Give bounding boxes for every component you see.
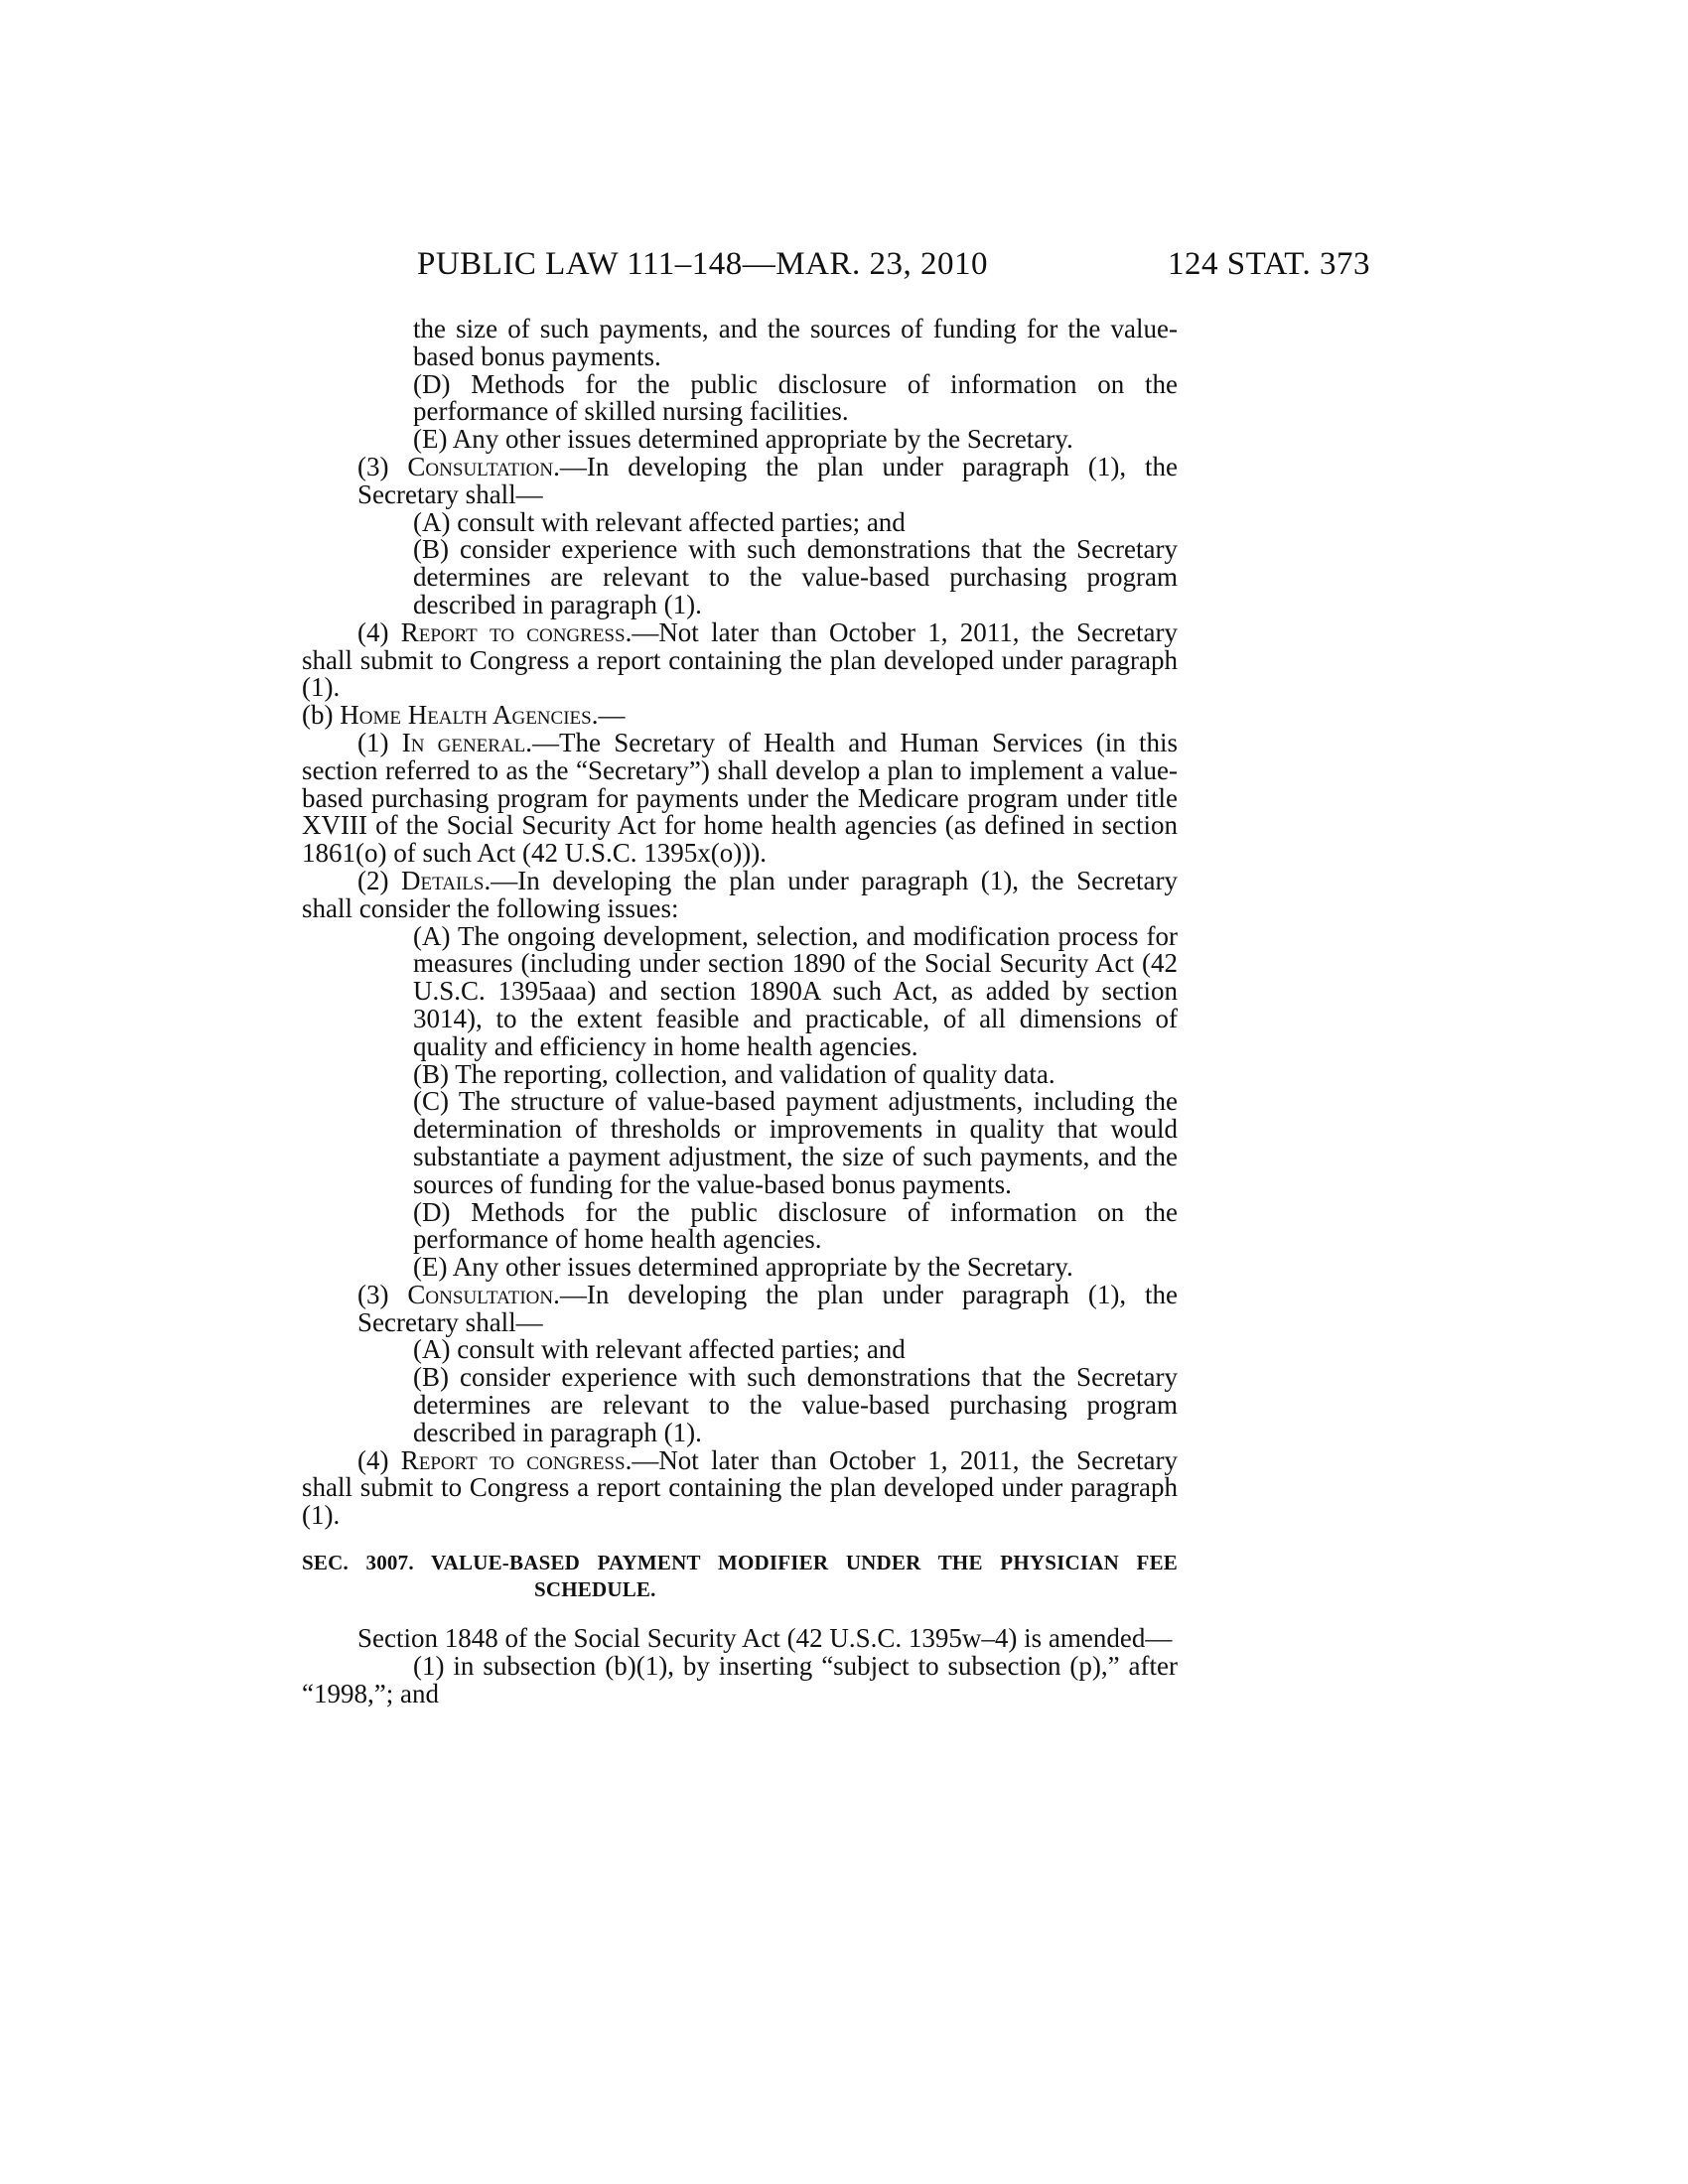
paragraph: (3) Consultation.—In developing the plan under paragraph (1), the Secretary shall— <box>357 1279 1178 1337</box>
document-body <box>302 316 1178 1707</box>
page-header <box>417 246 1370 286</box>
paragraph: (1) in subsection (b)(1), by inserting “subject to subsection (p),” after “1998,”; and <box>302 1650 1178 1708</box>
paragraph: (A) consult with relevant affected parties; and <box>413 1334 906 1365</box>
paragraph: (4) Report to congress.—Not later than October 1, 2011, the Secretary shall submit to Congress a report containing the plan developed under paragraph (1). <box>302 616 1178 703</box>
running-title: PUBLIC LAW 111–148—MAR. 23, 2010 <box>417 246 988 282</box>
paragraph: (B) consider experience with such demonstrations that the Secretary determines are relevant to the value-based purchasing program described in paragraph (1). <box>413 1362 1178 1447</box>
paragraph: the size of such payments, and the sources of funding for the value-based bonus payments. <box>413 314 1178 371</box>
paragraph: (D) Methods for the public disclosure of information on the performance of skilled nursing facilities. <box>413 368 1178 427</box>
paragraph: (E) Any other issues determined appropriate by the Secretary. <box>413 424 1073 455</box>
paragraph: (A) consult with relevant affected parties; and <box>413 506 906 537</box>
paragraph: (E) Any other issues determined appropriate by the Secretary. <box>413 1252 1073 1283</box>
paragraph: (A) The ongoing development, selection, and modification process for measures (including under section 1890 of the Social Security Act (42 U.S.C. 1395aaa) and section 1890A such Act, as added by section 3014), to the extent feasible and practicable, of all dimensions of quality and efficiency in home health agencies. <box>413 920 1178 1061</box>
paragraph: (D) Methods for the public disclosure of information on the performance of home health agencies. <box>413 1196 1178 1255</box>
subsection-heading: (b) Home Health Agencies.— <box>302 700 626 731</box>
paragraph: (C) The structure of value-based payment adjustments, including the determination of thresholds or improvements in quality that would substantiate a payment adjustment, the size of such payments, and the sources of funding for the value-based bonus payments. <box>413 1086 1178 1199</box>
paragraph: (4) Report to congress.—Not later than October 1, 2011, the Secretary shall submit to Congress a report containing the plan developed under paragraph (1). <box>302 1444 1178 1531</box>
paragraph: (B) consider experience with such demonstrations that the Secretary determines are relevant to the value-based purchasing program described in paragraph (1). <box>413 534 1178 619</box>
paragraph: (2) Details.—In developing the plan under paragraph (1), the Secretary shall consider the following issues: <box>302 865 1179 923</box>
section-heading: SEC. 3007. VALUE-BASED PAYMENT MODIFIER UNDER THE PHYSICIAN FEE SCHEDULE. <box>302 1551 1178 1602</box>
statute-page-number: 124 STAT. 373 <box>1167 246 1370 282</box>
paragraph: (B) The reporting, collection, and validation of quality data. <box>413 1058 1055 1089</box>
paragraph: (3) Consultation.—In developing the plan under paragraph (1), the Secretary shall— <box>357 451 1178 509</box>
paragraph: (1) In general.—The Secretary of Health and Human Services (in this section referred to as the “Secretary”) shall develop a plan to implement a value-based purchasing program for payments under the Medicare program under title XVIII of the Social Security Act for home health agencies (as defined in section 1861(o) of such Act (42 U.S.C. 1395x(o))). <box>302 727 1179 869</box>
paragraph: Section 1848 of the Social Security Act (42 U.S.C. 1395w–4) is amended— <box>357 1623 1173 1654</box>
